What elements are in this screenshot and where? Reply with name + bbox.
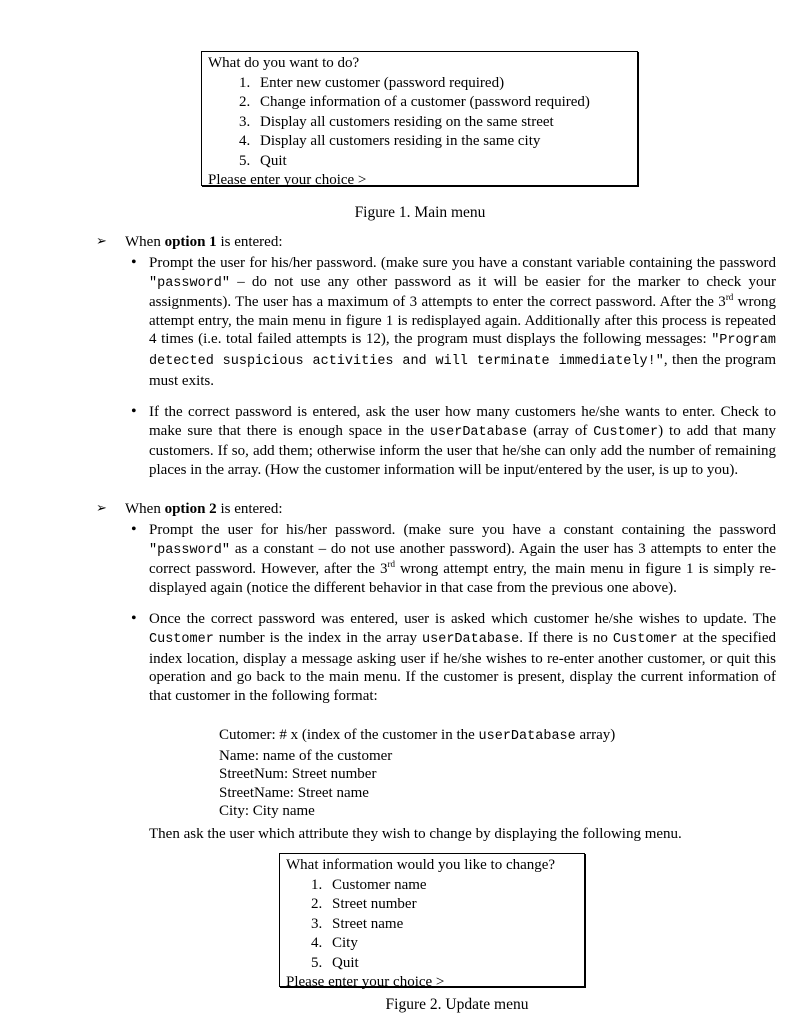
update-menu-list — [286, 876, 578, 974]
option-1-bullet-password: • Prompt the user for his/her password. (make sure you have a constant variable containing the password "password" – do not use any other password as it will be easier for the marker to check your assignments). The user has a maximum of 3 attempts to enter the correct password. After the 3rd wrong attempt entry, the main menu in figure 1 is redisplayed again. Additionally after this process is repeated 4 times (i.e. total failed attempts is 12), the program must displays the following messages: "Program detected suspicious activities and will terminate immediately!", then the program must exits. — [149, 254, 776, 390]
main-menu-item: 2. Change information of a customer (password required) — [254, 93, 631, 113]
option-2-heading: When option 2 is entered: — [125, 501, 283, 517]
option-1-heading: When option 1 is entered: — [125, 234, 283, 250]
update-menu-item: 4. City — [326, 934, 578, 954]
option-1-bullets — [96, 254, 776, 480]
main-menu-item: 3. Display all customers residing on the same street — [254, 113, 631, 133]
option-2-bullets — [96, 521, 776, 705]
main-menu-item: 1. Enter new customer (password required) — [254, 74, 631, 94]
update-menu-prompt: Please enter your choice > — [286, 974, 445, 990]
update-menu-item: 3. Street name — [326, 915, 578, 935]
update-menu-title: What information would you like to change? — [286, 857, 556, 873]
update-menu-item: 2. Street number — [326, 895, 578, 915]
format-line-city: City: City name — [219, 803, 315, 820]
main-menu-item: 5. Quit — [254, 152, 631, 172]
option-2-section — [96, 500, 776, 718]
update-menu-item: 5. Quit — [326, 954, 578, 974]
arrow-bullet-icon: ➢ — [96, 500, 107, 515]
main-menu-item: 4. Display all customers residing in the same city — [254, 132, 631, 152]
customer-format-block — [219, 726, 615, 821]
main-menu-title: What do you want to do? — [208, 55, 360, 71]
format-line-streetnum: StreetNum: Street number — [219, 766, 377, 783]
update-menu-box — [279, 853, 585, 990]
main-menu-box — [201, 51, 638, 186]
figure-2-caption: Figure 2. Update menu — [385, 996, 529, 1013]
update-menu-item: 1. Customer name — [326, 876, 578, 896]
option-1-bullet-add-customers: • If the correct password is entered, ask the user how many customers he/she wants to enter. Check to make sure that there is enough space in the userDatabase (array of Customer) to add that many customers. If so, add them; otherwise inform the user that he/she can only add the number of remaining places in the array. (How the customer information will be input/entered by the user, is up to you). — [149, 403, 776, 479]
main-menu-list — [208, 74, 631, 172]
format-line-customer: Cutomer: # x (index of the customer in the userDatabase array) — [219, 727, 616, 744]
option-2-bullet-update: • Once the correct password was entered, user is asked which customer he/she wishes to update. The Customer number is the index in the array userDatabase. If there is no Customer at the specified index location, display a message asking user if he/she wishes to re-enter another customer, or quit this operation and go back to the main menu. If the customer is present, display the current information of that customer in the following format: — [149, 610, 776, 705]
figure-1-caption: Figure 1. Main menu — [354, 204, 486, 221]
arrow-bullet-icon: ➢ — [96, 233, 107, 248]
option-2-bullet-password: • Prompt the user for his/her password. (make sure you have a constant containing the password "password" as a constant – do not use another password). Again the user has 3 attempts to enter the correct password. However, after the 3rd wrong attempt entry, the main menu in figure 1 is simply re-displayed again (notice the different behavior in that case from the previous one above). — [149, 521, 776, 597]
main-menu-prompt: Please enter your choice > — [208, 172, 367, 188]
format-line-name: Name: name of the customer — [219, 747, 393, 764]
format-line-streetname: StreetName: Street name — [219, 784, 369, 801]
then-ask-text: Then ask the user which attribute they wish to change by displaying the following menu. — [149, 826, 682, 842]
option-1-section — [96, 233, 776, 493]
